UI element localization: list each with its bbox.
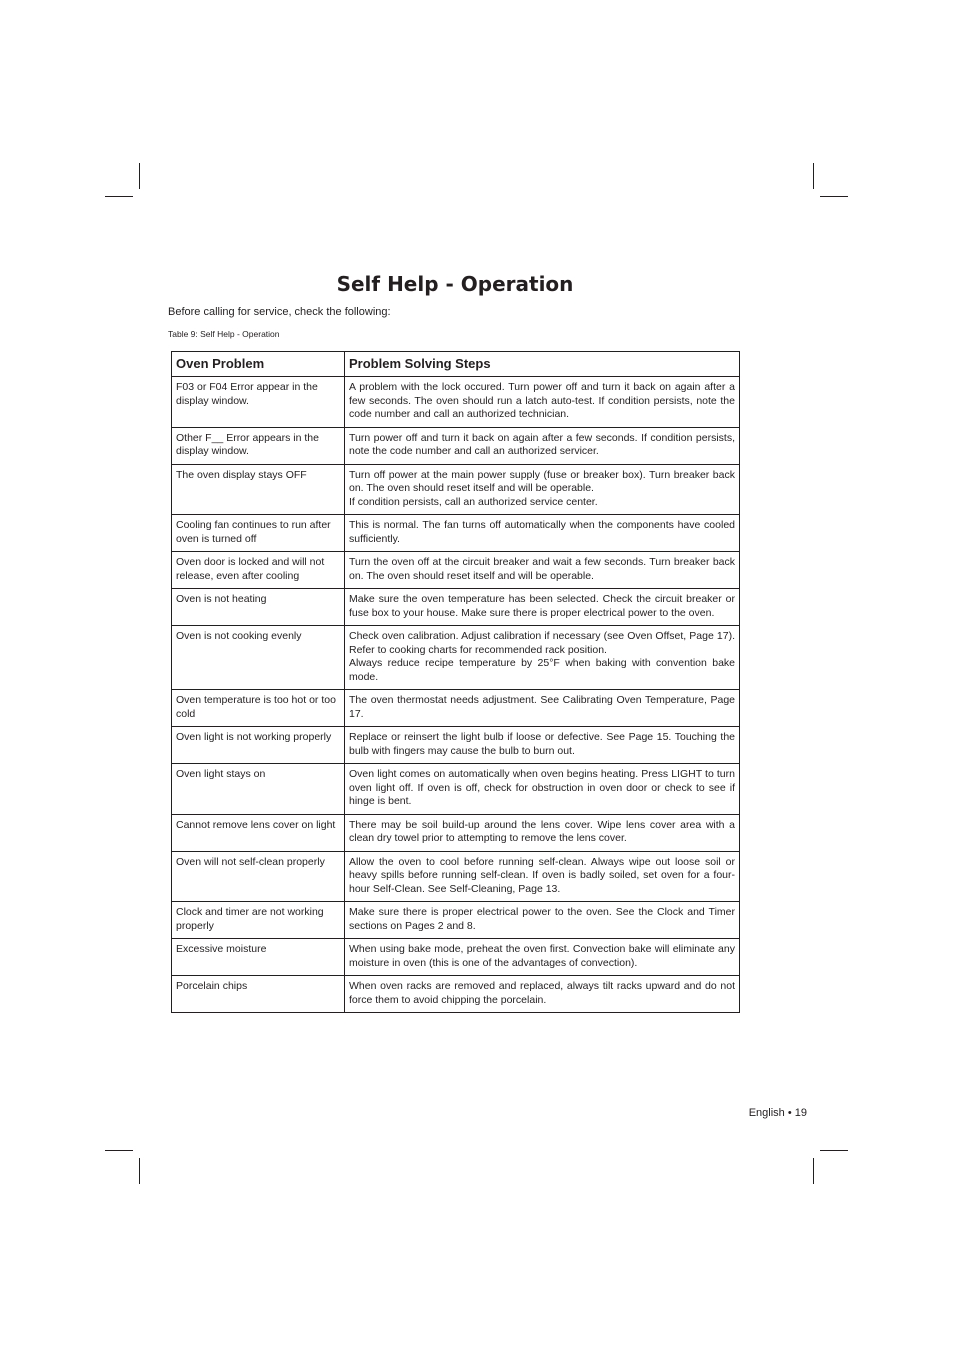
table-row (172, 814, 740, 851)
oven-problem-cell: Oven light stays on (172, 764, 345, 815)
crop-mark-bottom-right-horizontal (820, 1150, 848, 1151)
oven-problem-cell: Oven is not heating (172, 589, 345, 626)
table-row (172, 626, 740, 690)
solving-step-text: Turn off power at the main power supply (fuse or breaker box). Turn breaker back on. The oven should reset itself and will be operable. (349, 468, 735, 494)
oven-problem-cell: The oven display stays OFF (172, 464, 345, 515)
table-row (172, 515, 740, 552)
solving-steps-cell (345, 626, 740, 690)
page-title: Self Help - Operation (336, 272, 574, 296)
table-row (172, 690, 740, 727)
solving-step-text: If condition persists, call an authorized service center. (349, 495, 598, 508)
self-help-table (171, 351, 740, 1013)
solving-step-text: Replace or reinsert the light bulb if loose or defective. See Page 15. Touching the bulb with fingers may cause the bulb to burn out. (349, 731, 735, 757)
solving-step-text: The oven thermostat needs adjustment. See Calibrating Oven Temperature, Page 17. (349, 694, 735, 720)
oven-problem-cell: F03 or F04 Error appear in the display window. (172, 377, 345, 428)
solving-step-text: A problem with the lock occured. Turn power off and turn it back on again after a few seconds. The oven should run a latch auto-test. If condition persists, note the code number and call an authorized technician. (349, 381, 735, 420)
table-row (172, 851, 740, 902)
table-row (172, 377, 740, 428)
solving-step-text: Always reduce recipe temperature by 25°F when baking with convention bake mode. (349, 657, 735, 683)
solving-step-text: This is normal. The fan turns off automatically when the components have cooled sufficiently. (349, 519, 735, 545)
table-row (172, 589, 740, 626)
solving-steps-cell (345, 515, 740, 552)
solving-steps-cell (345, 552, 740, 589)
oven-problem-cell: Clock and timer are not working properly (172, 902, 345, 939)
solving-step-text: Make sure there is proper electrical power to the oven. See the Clock and Timer sections on Pages 2 and 8. (349, 906, 735, 932)
crop-mark-bottom-right-vertical (813, 1158, 814, 1184)
solving-step-text: Turn the oven off at the circuit breaker and wait a few seconds. Turn breaker back on. The oven should reset itself and will be operable. (349, 556, 735, 582)
crop-mark-top-right-horizontal (820, 196, 848, 197)
intro-text: Before calling for service, check the following: (168, 306, 391, 318)
solving-step-text: Make sure the oven temperature has been selected. Check the circuit breaker or fuse box to your house. Make sure there is proper electrical power to the oven. (349, 593, 735, 619)
crop-mark-bottom-left-vertical (139, 1158, 140, 1184)
solving-step-text: Turn power off and turn it back on again after a few seconds. If condition persists, note the code number and call an authorized servicer. (349, 431, 735, 457)
table-row (172, 976, 740, 1013)
page-footer: English • 19 (748, 1107, 807, 1119)
solving-steps-cell (345, 764, 740, 815)
table-row (172, 939, 740, 976)
oven-problem-cell: Oven is not cooking evenly (172, 626, 345, 690)
oven-problem-cell: Excessive moisture (172, 939, 345, 976)
table-row (172, 727, 740, 764)
crop-mark-bottom-left-horizontal (105, 1150, 133, 1151)
solving-steps-cell (345, 851, 740, 902)
solving-step-text: Oven light comes on automatically when oven begins heating. Press LIGHT to turn oven light off. If oven is off, check for obstruction in oven door or check to see if hinge is bent. (349, 768, 735, 807)
solving-steps-cell (345, 427, 740, 464)
solving-steps-cell (345, 464, 740, 515)
oven-problem-cell: Other F__ Error appears in the display window. (172, 427, 345, 464)
table-caption: Table 9: Self Help - Operation (168, 329, 280, 339)
solving-steps-cell (345, 690, 740, 727)
table-body (172, 377, 740, 1013)
solving-steps-cell (345, 902, 740, 939)
solving-step-text: When using bake mode, preheat the oven first. Convection bake will eliminate any moisture in oven (this is one of the advantages of convection). (349, 943, 735, 969)
solving-steps-cell (345, 814, 740, 851)
crop-mark-top-left-horizontal (105, 196, 133, 197)
solving-steps-cell (345, 939, 740, 976)
crop-mark-top-right-vertical (813, 163, 814, 189)
header-oven-problem: Oven Problem (172, 352, 345, 377)
oven-problem-cell: Porcelain chips (172, 976, 345, 1013)
solving-steps-cell (345, 976, 740, 1013)
table-row (172, 552, 740, 589)
oven-problem-cell: Cooling fan continues to run after oven is turned off (172, 515, 345, 552)
crop-mark-top-left-vertical (139, 163, 140, 189)
solving-steps-cell (345, 377, 740, 428)
table-row (172, 902, 740, 939)
table-row (172, 764, 740, 815)
oven-problem-cell: Oven light is not working properly (172, 727, 345, 764)
solving-step-text: Check oven calibration. Adjust calibration if necessary (see Oven Offset, Page 17). Refer to cooking charts for recommended rack position. (349, 630, 735, 656)
oven-problem-cell: Oven door is locked and will not release, even after cooling (172, 552, 345, 589)
solving-step-text: Allow the oven to cool before running self-clean. Always wipe out loose soil or heavy spills before running self-clean. If oven is badly soiled, set oven for a four-hour Self-Clean. See Self-Cleaning, Page 13. (349, 855, 735, 895)
table-row (172, 464, 740, 515)
table-row (172, 427, 740, 464)
solving-steps-cell (345, 727, 740, 764)
header-problem-solving-steps: Problem Solving Steps (345, 352, 740, 377)
solving-step-text: When oven racks are removed and replaced, always tilt racks upward and do not force them to avoid chipping the porcelain. (349, 980, 735, 1006)
solving-steps-cell (345, 589, 740, 626)
solving-step-text: There may be soil build-up around the lens cover. Wipe lens cover area with a clean dry towel prior to attempting to remove the lens cover. (349, 818, 735, 844)
oven-problem-cell: Oven will not self-clean properly (172, 851, 345, 902)
oven-problem-cell: Oven temperature is too hot or too cold (172, 690, 345, 727)
table-header-row (172, 352, 740, 377)
oven-problem-cell: Cannot remove lens cover on light (172, 814, 345, 851)
